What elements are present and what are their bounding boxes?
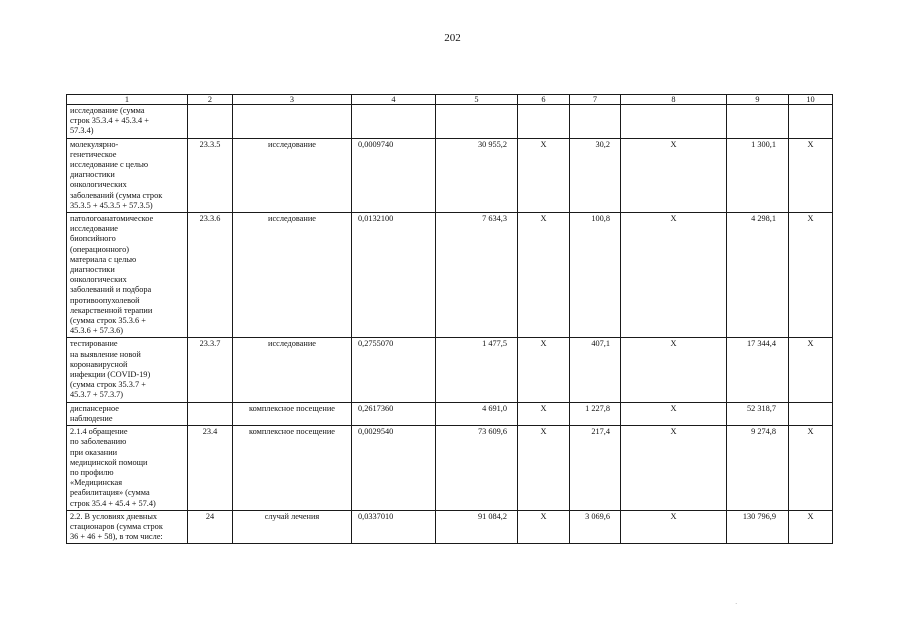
table-row: [67, 402, 833, 425]
table-cell-col1: тестирование на выявление новой коронавирусной инфекции (COVID-19) (сумма строк 35.3.7 + 45.3.7 + 57.3.7): [67, 338, 188, 402]
table-cell-col1: молекулярно- генетическое исследование с целью диагностики онкологических заболеваний (сумма строк 35.3.5 + 45.3.5 + 57.3.5): [67, 138, 188, 212]
table-cell-col1: патологоанатомическое исследование биопсийного (операционного) материала с целью диагностики онкологических заболеваний и подбора противоопухолевой лекарственной терапии (сумма строк 35.3.6 + 45.3.6 + 57.3.6): [67, 213, 188, 338]
header-cell: 5: [436, 95, 518, 105]
table-cell-col10: X: [789, 426, 833, 511]
table-cell-col3: комплексное посещение: [233, 402, 352, 425]
table-cell-col8: X: [621, 213, 727, 338]
table-cell-col3: случай лечения: [233, 510, 352, 544]
table-cell-col4: 0,2755070: [352, 338, 436, 402]
table-cell-col7: 1 227,8: [570, 402, 621, 425]
table-row: [67, 338, 833, 402]
table-cell-col5: 7 634,3: [436, 213, 518, 338]
table-cell-col5: 91 084,2: [436, 510, 518, 544]
data-table: [66, 94, 833, 544]
table-cell-col7: [570, 105, 621, 139]
table-cell-col1: 2.2. В условиях дневных стационаров (сумма строк 36 + 46 + 58), в том числе:: [67, 510, 188, 544]
table-cell-col5: [436, 105, 518, 139]
table-cell-col8: [621, 105, 727, 139]
table-cell-col2: [188, 105, 233, 139]
table-cell-col4: 0,0132100: [352, 213, 436, 338]
table-cell-col4: 0,0029540: [352, 426, 436, 511]
table-cell-col4: 0,2617360: [352, 402, 436, 425]
table-cell-col3: исследование: [233, 213, 352, 338]
table-cell-col9: 130 796,9: [727, 510, 789, 544]
table-cell-col6: [518, 105, 570, 139]
header-cell: 3: [233, 95, 352, 105]
table-cell-col1: диспансерное наблюдение: [67, 402, 188, 425]
table-cell-col9: 4 298,1: [727, 213, 789, 338]
table-cell-col10: X: [789, 138, 833, 212]
table-cell-col3: исследование: [233, 138, 352, 212]
table-cell-col9: 52 318,7: [727, 402, 789, 425]
table-cell-col2: 23.3.6: [188, 213, 233, 338]
table-cell-col7: 3 069,6: [570, 510, 621, 544]
table-cell-col6: X: [518, 426, 570, 511]
scan-mark: ·: [735, 600, 738, 608]
table-cell-col9: 17 344,4: [727, 338, 789, 402]
table-cell-col9: [727, 105, 789, 139]
table-row: [67, 426, 833, 511]
table-cell-col9: 1 300,1: [727, 138, 789, 212]
table-cell-col10: X: [789, 338, 833, 402]
table-cell-col2: 23.4: [188, 426, 233, 511]
table-cell-col8: X: [621, 402, 727, 425]
table-cell-col6: X: [518, 338, 570, 402]
table-cell-col8: X: [621, 426, 727, 511]
table-cell-col10: X: [789, 510, 833, 544]
table-cell-col5: 4 691,0: [436, 402, 518, 425]
table-row: [67, 213, 833, 338]
table-body: [67, 95, 833, 544]
table-cell-col2: [188, 402, 233, 425]
table-cell-col1: исследование (сумма строк 35.3.4 + 45.3.4 + 57.3.4): [67, 105, 188, 139]
table-cell-col10: [789, 402, 833, 425]
table-cell-col3: исследование: [233, 338, 352, 402]
table-header-row: [67, 95, 833, 105]
table-cell-col6: X: [518, 510, 570, 544]
table-cell-col7: 407,1: [570, 338, 621, 402]
table-cell-col5: 73 609,6: [436, 426, 518, 511]
table-cell-col4: 0,0009740: [352, 138, 436, 212]
page-number: 202: [444, 32, 461, 44]
table-cell-col10: [789, 105, 833, 139]
table-cell-col5: 30 955,2: [436, 138, 518, 212]
header-cell: 10: [789, 95, 833, 105]
table-cell-col4: [352, 105, 436, 139]
table-cell-col6: X: [518, 402, 570, 425]
header-cell: 1: [67, 95, 188, 105]
table-cell-col10: X: [789, 213, 833, 338]
header-cell: 4: [352, 95, 436, 105]
table-cell-col3: [233, 105, 352, 139]
table-cell-col3: комплексное посещение: [233, 426, 352, 511]
table-cell-col9: 9 274,8: [727, 426, 789, 511]
table-cell-col7: 217,4: [570, 426, 621, 511]
header-cell: 9: [727, 95, 789, 105]
table-cell-col8: X: [621, 338, 727, 402]
table-cell-col2: 23.3.7: [188, 338, 233, 402]
table-cell-col7: 100,8: [570, 213, 621, 338]
header-cell: 2: [188, 95, 233, 105]
table-cell-col2: 24: [188, 510, 233, 544]
header-cell: 8: [621, 95, 727, 105]
table-row: [67, 105, 833, 139]
table-row: [67, 510, 833, 544]
table-cell-col6: X: [518, 138, 570, 212]
table-cell-col2: 23.3.5: [188, 138, 233, 212]
table-cell-col1: 2.1.4 обращение по заболеванию при оказании медицинской помощи по профилю «Медицинская реабилитация» (сумма строк 35.4 + 45.4 + 57.4): [67, 426, 188, 511]
table-cell-col7: 30,2: [570, 138, 621, 212]
header-cell: 6: [518, 95, 570, 105]
table-cell-col8: X: [621, 510, 727, 544]
table-cell-col6: X: [518, 213, 570, 338]
header-cell: 7: [570, 95, 621, 105]
table-row: [67, 138, 833, 212]
table-cell-col4: 0,0337010: [352, 510, 436, 544]
table-cell-col5: 1 477,5: [436, 338, 518, 402]
table-cell-col8: X: [621, 138, 727, 212]
